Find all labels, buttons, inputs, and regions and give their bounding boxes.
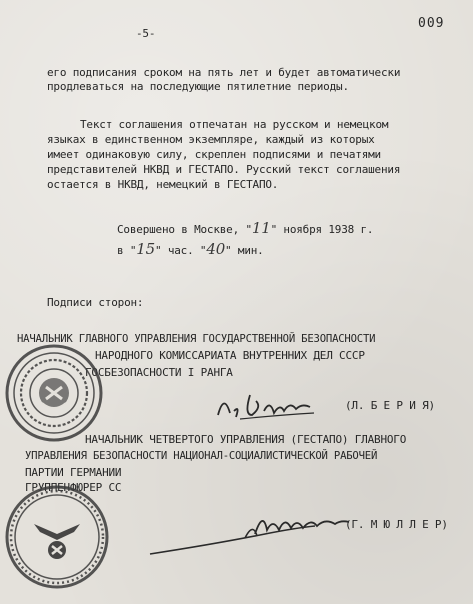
- gestapo-seal-stamp: [4, 484, 110, 590]
- ussr-title-line-3: ГОСБЕЗОПАСНОСТИ I РАНГА: [85, 366, 233, 379]
- germany-title-line-1: НАЧАЛЬНИК ЧЕТВЕРТОГО УПРАВЛЕНИЯ (ГЕСТАПО) ГЛАВНОГО: [85, 433, 407, 446]
- germany-title-line-2: УПРАВЛЕНИЯ БЕЗОПАСНОСТИ НАЦИОНАЛ-СОЦИАЛИСТИЧЕСКОЙ РАБОЧЕЙ: [25, 450, 378, 462]
- date-line-2: [117, 240, 264, 258]
- page-number: -5-: [136, 27, 156, 40]
- handwritten-minute: 40: [206, 240, 226, 258]
- germany-signature-name: (Г. М Ю Л Л Е Р): [345, 518, 448, 531]
- date-line2-mid: " час. ": [154, 244, 207, 257]
- archive-number: 009: [418, 16, 445, 31]
- paragraph-2-line-3: имеет одинаковую силу, скреплен подписями и печатями: [47, 148, 381, 161]
- paragraph-1-line-2: продлеваться на последующие пятилетние периоды.: [47, 80, 349, 93]
- beria-signature: [210, 385, 320, 425]
- paragraph-2-line-1: Текст соглашения отпечатан на русском и немецком: [80, 118, 389, 131]
- germany-title-line-3: ПАРТИИ ГЕРМАНИИ: [25, 466, 122, 479]
- ussr-title-line-2: НАРОДНОГО КОМИССАРИАТА ВНУТРЕННИХ ДЕЛ СССР: [95, 349, 365, 362]
- date-line2-suffix: " мин.: [225, 244, 264, 257]
- signatures-heading: Подписи сторон:: [47, 296, 144, 309]
- date-line2-prefix: в ": [117, 244, 137, 257]
- date-line1-suffix: " ноября 1938 г.: [270, 223, 374, 236]
- handwritten-day: 11: [251, 219, 271, 237]
- date-line1-prefix: Совершено в Москве, ": [117, 223, 252, 236]
- muller-signature: [145, 500, 355, 560]
- germany-title-line-4: ГРУППЕНФЮРЕР СС: [25, 481, 122, 494]
- paragraph-2-line-2: языках в единственном экземпляре, каждый из которых: [47, 133, 375, 146]
- handwritten-hour: 15: [136, 240, 155, 258]
- paragraph-1-line-1: его подписания сроком на пять лет и будет автоматически: [47, 66, 401, 79]
- paragraph-2-line-5: остается в НКВД, немецкий в ГЕСТАПО.: [47, 178, 279, 191]
- ussr-title-line-1: НАЧАЛЬНИК ГЛАВНОГО УПРАВЛЕНИЯ ГОСУДАРСТВЕННОЙ БЕЗОПАСНОСТИ: [17, 333, 376, 345]
- date-line-1: [117, 219, 374, 237]
- paragraph-2-line-4: представителей НКВД и ГЕСТАПО. Русский текст соглашения: [47, 163, 401, 176]
- ussr-signature-name: (Л. Б Е Р И Я): [345, 399, 435, 412]
- nkvd-seal-stamp: [4, 343, 104, 443]
